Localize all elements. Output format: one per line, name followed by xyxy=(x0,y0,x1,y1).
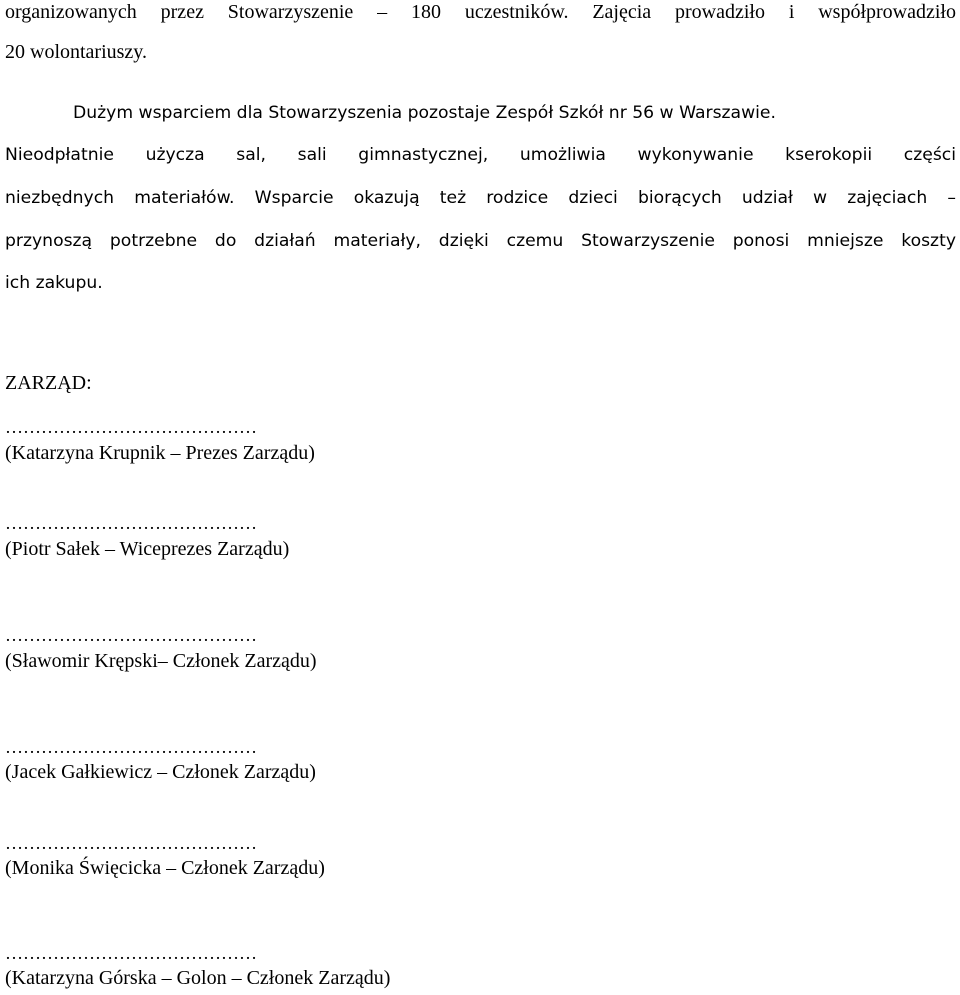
signature-line-2: …………………………………… xyxy=(5,513,257,533)
signature-line-5: …………………………………… xyxy=(5,833,257,853)
intro-line-2: 20 wolontariuszy. xyxy=(5,41,148,63)
board-member-3: (Sławomir Krępski– Członek Zarządu) xyxy=(5,650,317,672)
board-member-1: (Katarzyna Krupnik – Prezes Zarządu) xyxy=(5,442,315,464)
signature-line-4: …………………………………… xyxy=(5,737,257,757)
board-member-4: (Jacek Gałkiewicz – Członek Zarządu) xyxy=(5,761,316,783)
board-member-6: (Katarzyna Górska – Golon – Członek Zarządu) xyxy=(5,967,391,989)
support-line-5: ich zakupu. xyxy=(5,273,103,293)
intro-line-1: organizowanych przez Stowarzyszenie – 180 uczestników. Zajęcia prowadziło i współprowadziło xyxy=(5,1,956,23)
board-member-5: (Monika Święcicka – Członek Zarządu) xyxy=(5,857,325,879)
support-line-3: niezbędnych materiałów. Wsparcie okazują też rodzice dzieci biorących udział w zajęciach – xyxy=(5,188,956,208)
support-line-1: Dużym wsparciem dla Stowarzyszenia pozostaje Zespół Szkół nr 56 w Warszawie. xyxy=(73,103,776,123)
signature-line-6: …………………………………… xyxy=(5,943,257,963)
support-line-4: przynoszą potrzebne do działań materiały, dzięki czemu Stowarzyszenie ponosi mniejsze koszty xyxy=(5,231,956,251)
signature-line-3: …………………………………… xyxy=(5,625,257,645)
support-line-2: Nieodpłatnie użycza sal, sali gimnastycznej, umożliwia wykonywanie kserokopii części xyxy=(5,145,956,165)
signature-line-1: …………………………………… xyxy=(5,417,257,437)
board-member-2: (Piotr Sałek – Wiceprezes Zarządu) xyxy=(5,538,290,560)
board-heading: ZARZĄD: xyxy=(5,372,92,394)
